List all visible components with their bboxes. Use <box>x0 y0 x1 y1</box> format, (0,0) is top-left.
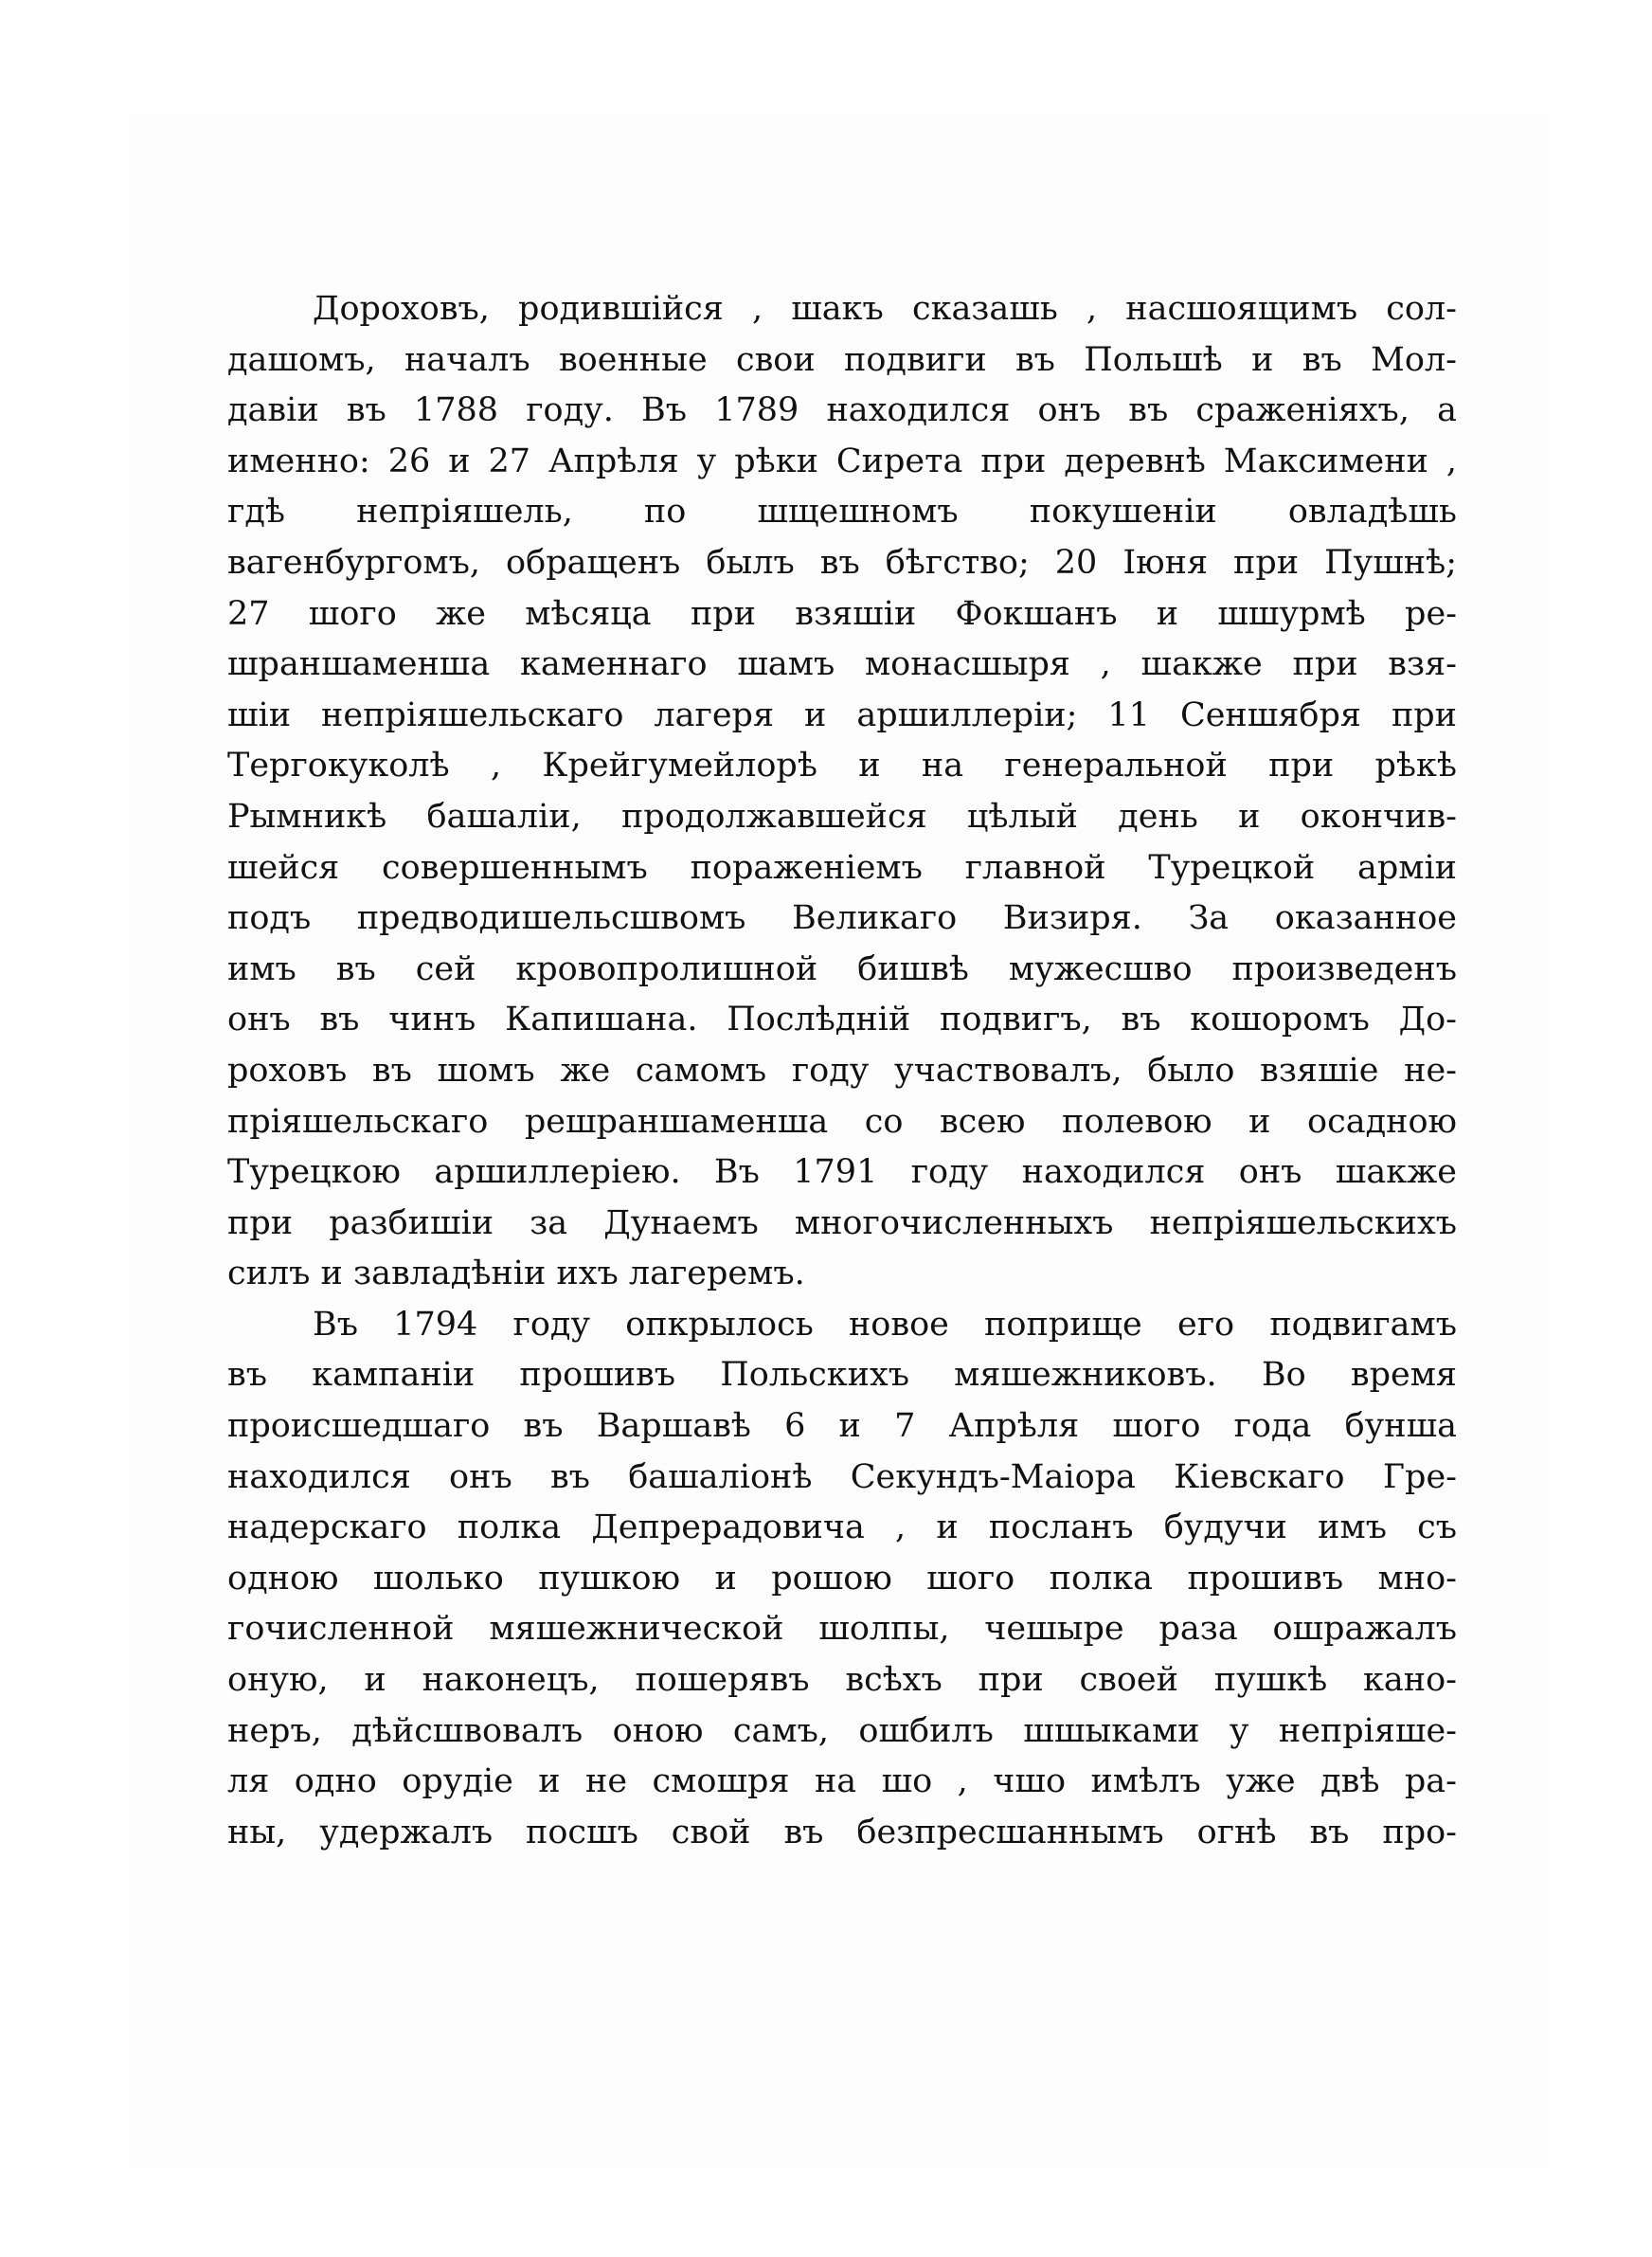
text-line: силъ и завладѣніи ихъ лагеремъ. <box>227 1255 805 1293</box>
text-line: 27 шого же мѣсяца при взяшіи Фокшанъ и шшурмѣ ре- <box>227 594 1457 633</box>
text-line: гдѣ непріяшель, по шщешномъ покушеніи овладѣшь <box>227 493 1457 532</box>
text-line: шіи непріяшельскаго лагеря и аршиллеріи; 11 Сеншября при <box>227 695 1457 734</box>
paragraph-1 <box>227 284 1457 1300</box>
text-line: Рымникѣ башаліи, продолжавшейся цѣлый день и окончив- <box>227 797 1457 836</box>
text-line: Турецкою аршиллеріею. Въ 1791 году находился онъ шакже <box>227 1153 1457 1192</box>
text-line: происшедшаго въ Варшавѣ 6 и 7 Апрѣля шого года бунша <box>227 1407 1457 1446</box>
page-body <box>227 284 1457 1858</box>
text-line: ны, удержалъ посшъ свой въ безпресшаннымъ огнѣ въ про- <box>227 1813 1457 1851</box>
text-line: шейся совершеннымъ пораженіемъ главной Турецкой арміи <box>227 848 1457 887</box>
text-line: дашомъ, началъ военные свои подвиги въ Польшѣ и въ Мол- <box>227 340 1457 379</box>
text-line: давіи въ 1788 году. Въ 1789 находился онъ въ сраженіяхъ, а <box>227 391 1457 430</box>
text-line: Въ 1794 году опкрылось новое поприще его подвигамъ <box>313 1305 1457 1344</box>
text-line: Дороховъ, родившійся , шакъ сказашь , насшоящимъ сол- <box>313 290 1457 328</box>
text-line: надерскаго полка Депрерадовича , и посланъ будучи имъ съ <box>227 1508 1457 1547</box>
text-line: Тергокуколѣ , Крейгумейлорѣ и на генеральной при рѣкѣ <box>227 747 1457 785</box>
text-line: вагенбургомъ, обращенъ былъ въ бѣгство; 20 Іюня при Пушнѣ; <box>227 543 1457 582</box>
paragraph-2 <box>227 1300 1457 1859</box>
text-line: именно: 26 и 27 Апрѣля у рѣки Сирета при деревнѣ Максимени , <box>227 442 1457 480</box>
text-line: ля одно орудіе и не смошря на шо , чшо имѣлъ уже двѣ ра- <box>227 1762 1457 1801</box>
text-line: находился онъ въ башаліонѣ Секундъ-Маіора Кіевскаго Гре- <box>227 1457 1457 1496</box>
text-line: одною шолько пушкою и рошою шого полка прошивъ мно- <box>227 1559 1457 1598</box>
text-line: при разбишіи за Дунаемъ многочисленныхъ непріяшельскихъ <box>227 1203 1457 1242</box>
text-line: имъ въ сей кровопролишной бишвѣ мужесшво произведенъ <box>227 949 1457 988</box>
text-line: гочисленной мяшежнической шолпы, чешыре раза ошражалъ <box>227 1610 1457 1649</box>
text-line: въ кампаніи прошивъ Польскихъ мяшежниковъ. Во время <box>227 1356 1457 1395</box>
text-line: подъ предводишельсшвомъ Великаго Визиря. За оказанное <box>227 899 1457 938</box>
text-line: оную, и наконецъ, пошерявъ всѣхъ при своей пушкѣ кано- <box>227 1661 1457 1700</box>
text-line: роховъ въ шомъ же самомъ году участвовалъ, было взяшіе не- <box>227 1051 1457 1090</box>
text-line: неръ, дѣйсшвовалъ оною самъ, ошбилъ шшыками у непріяше- <box>227 1711 1457 1750</box>
text-line: онъ въ чинъ Капишана. Послѣдній подвигъ, въ кошоромъ До- <box>227 1001 1457 1039</box>
text-line: шраншаменша каменнаго шамъ монасшыря , шакже при взя- <box>227 645 1457 684</box>
text-line: пріяшельскаго решраншаменша со всею полевою и осадною <box>227 1102 1457 1141</box>
